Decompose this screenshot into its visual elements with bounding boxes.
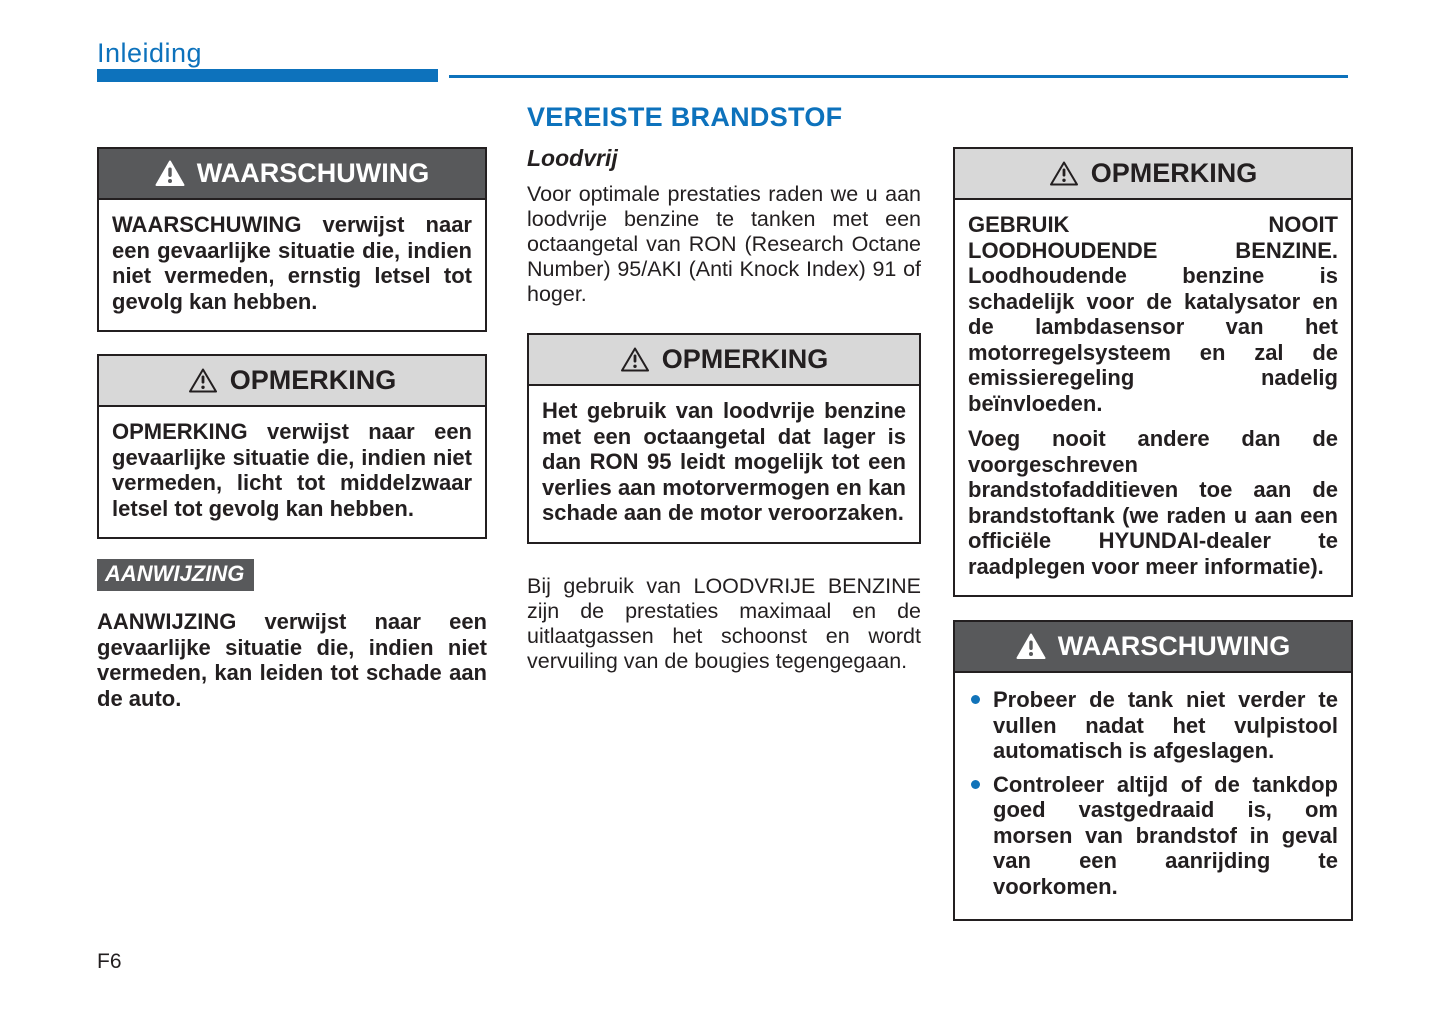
caution-triangle-icon [188, 367, 218, 394]
section-title: VEREISTE BRANDSTOF [527, 102, 843, 132]
warning-bullet-list [968, 687, 1338, 899]
header-accent-bar [97, 69, 438, 82]
subsection-title: Loodvrij [527, 145, 618, 171]
warning-box [953, 620, 1353, 921]
caution-box-title: OPMERKING [661, 344, 829, 374]
caution-box-body: OPMERKING verwijst naar een gevaarlijke situatie die, indien niet vermeden, licht tot middelzwaar letsel tot gevolg kan hebben. [112, 419, 472, 521]
right-column [953, 147, 1353, 921]
warning-bullet-item: Probeer de tank niet verder te vullen nadat het vulpistool automatisch is afgeslagen. [968, 687, 1338, 764]
warning-triangle-icon [155, 160, 185, 187]
caution-box-title: OPMERKING [1090, 158, 1258, 188]
caution-box-header [529, 335, 919, 386]
caution-box-title: OPMERKING [229, 365, 397, 395]
caution-paragraph: GEBRUIK NOOIT LOODHOUDENDE BENZINE. Loodhoudende benzine is schadelijk voor de katalysator en de lambdasensor van het motorregelsysteem en zal de emissieregeling nadelig beïnvloeden. [968, 212, 1338, 416]
warning-box-title: WAARSCHUWING [1057, 631, 1291, 661]
caution-box-header [955, 149, 1351, 200]
caution-triangle-icon [620, 346, 650, 373]
caution-triangle-icon [1049, 160, 1079, 187]
caution-box-body [955, 200, 1351, 595]
warning-box-body: WAARSCHUWING verwijst naar een gevaarlijke situatie die, indien niet vermeden, ernstig letsel tot gevolg kan hebben. [112, 212, 472, 314]
header-rule-line [449, 75, 1348, 78]
caution-box [527, 333, 921, 544]
page-section-label: Inleiding [97, 38, 203, 68]
warning-bullet-item: Controleer altijd of de tankdop goed vastgedraaid is, om morsen van brandstof in geval van een aanrijding te voorkomen. [968, 772, 1338, 900]
left-column [97, 147, 487, 711]
caution-box [953, 147, 1353, 597]
middle-column [527, 103, 921, 674]
caution-box [97, 354, 487, 539]
notice-badge: AANWIJZING [97, 559, 254, 591]
warning-box [97, 147, 487, 332]
caution-box-header [99, 356, 485, 407]
warning-box-title: WAARSCHUWING [196, 158, 430, 188]
caution-box-body: Het gebruik van loodvrije benzine met een octaangetal dat lager is dan RON 95 leidt mogelijk tot een verlies aan motorvermogen en kan schade aan de motor veroorzaken. [542, 398, 906, 525]
caution-paragraph: Voeg nooit andere dan de voorgeschreven brandstofadditieven toe aan de brandstoftank (we raden u aan een officiële HYUNDAI-dealer te raadplegen voor meer informatie). [968, 426, 1338, 579]
page-number: F6 [97, 950, 122, 973]
warning-box-header [99, 149, 485, 200]
warning-box-body [955, 673, 1351, 919]
body-paragraph: Bij gebruik van LOODVRIJE BENZINE zijn de prestaties maximaal en de uitlaatgassen het schoonst en wordt vervuiling van de bougies tegengegaan. [527, 573, 921, 673]
warning-triangle-icon [1016, 633, 1046, 660]
notice-body: AANWIJZING verwijst naar een gevaarlijke situatie die, indien niet vermeden, kan leiden tot schade aan de auto. [97, 609, 487, 711]
body-paragraph: Voor optimale prestaties raden we u aan loodvrije benzine te tanken met een octaangetal van RON (Research Octane Number) 95/AKI (Anti Knock Index) 91 of hoger. [527, 182, 921, 306]
warning-box-header [955, 622, 1351, 673]
